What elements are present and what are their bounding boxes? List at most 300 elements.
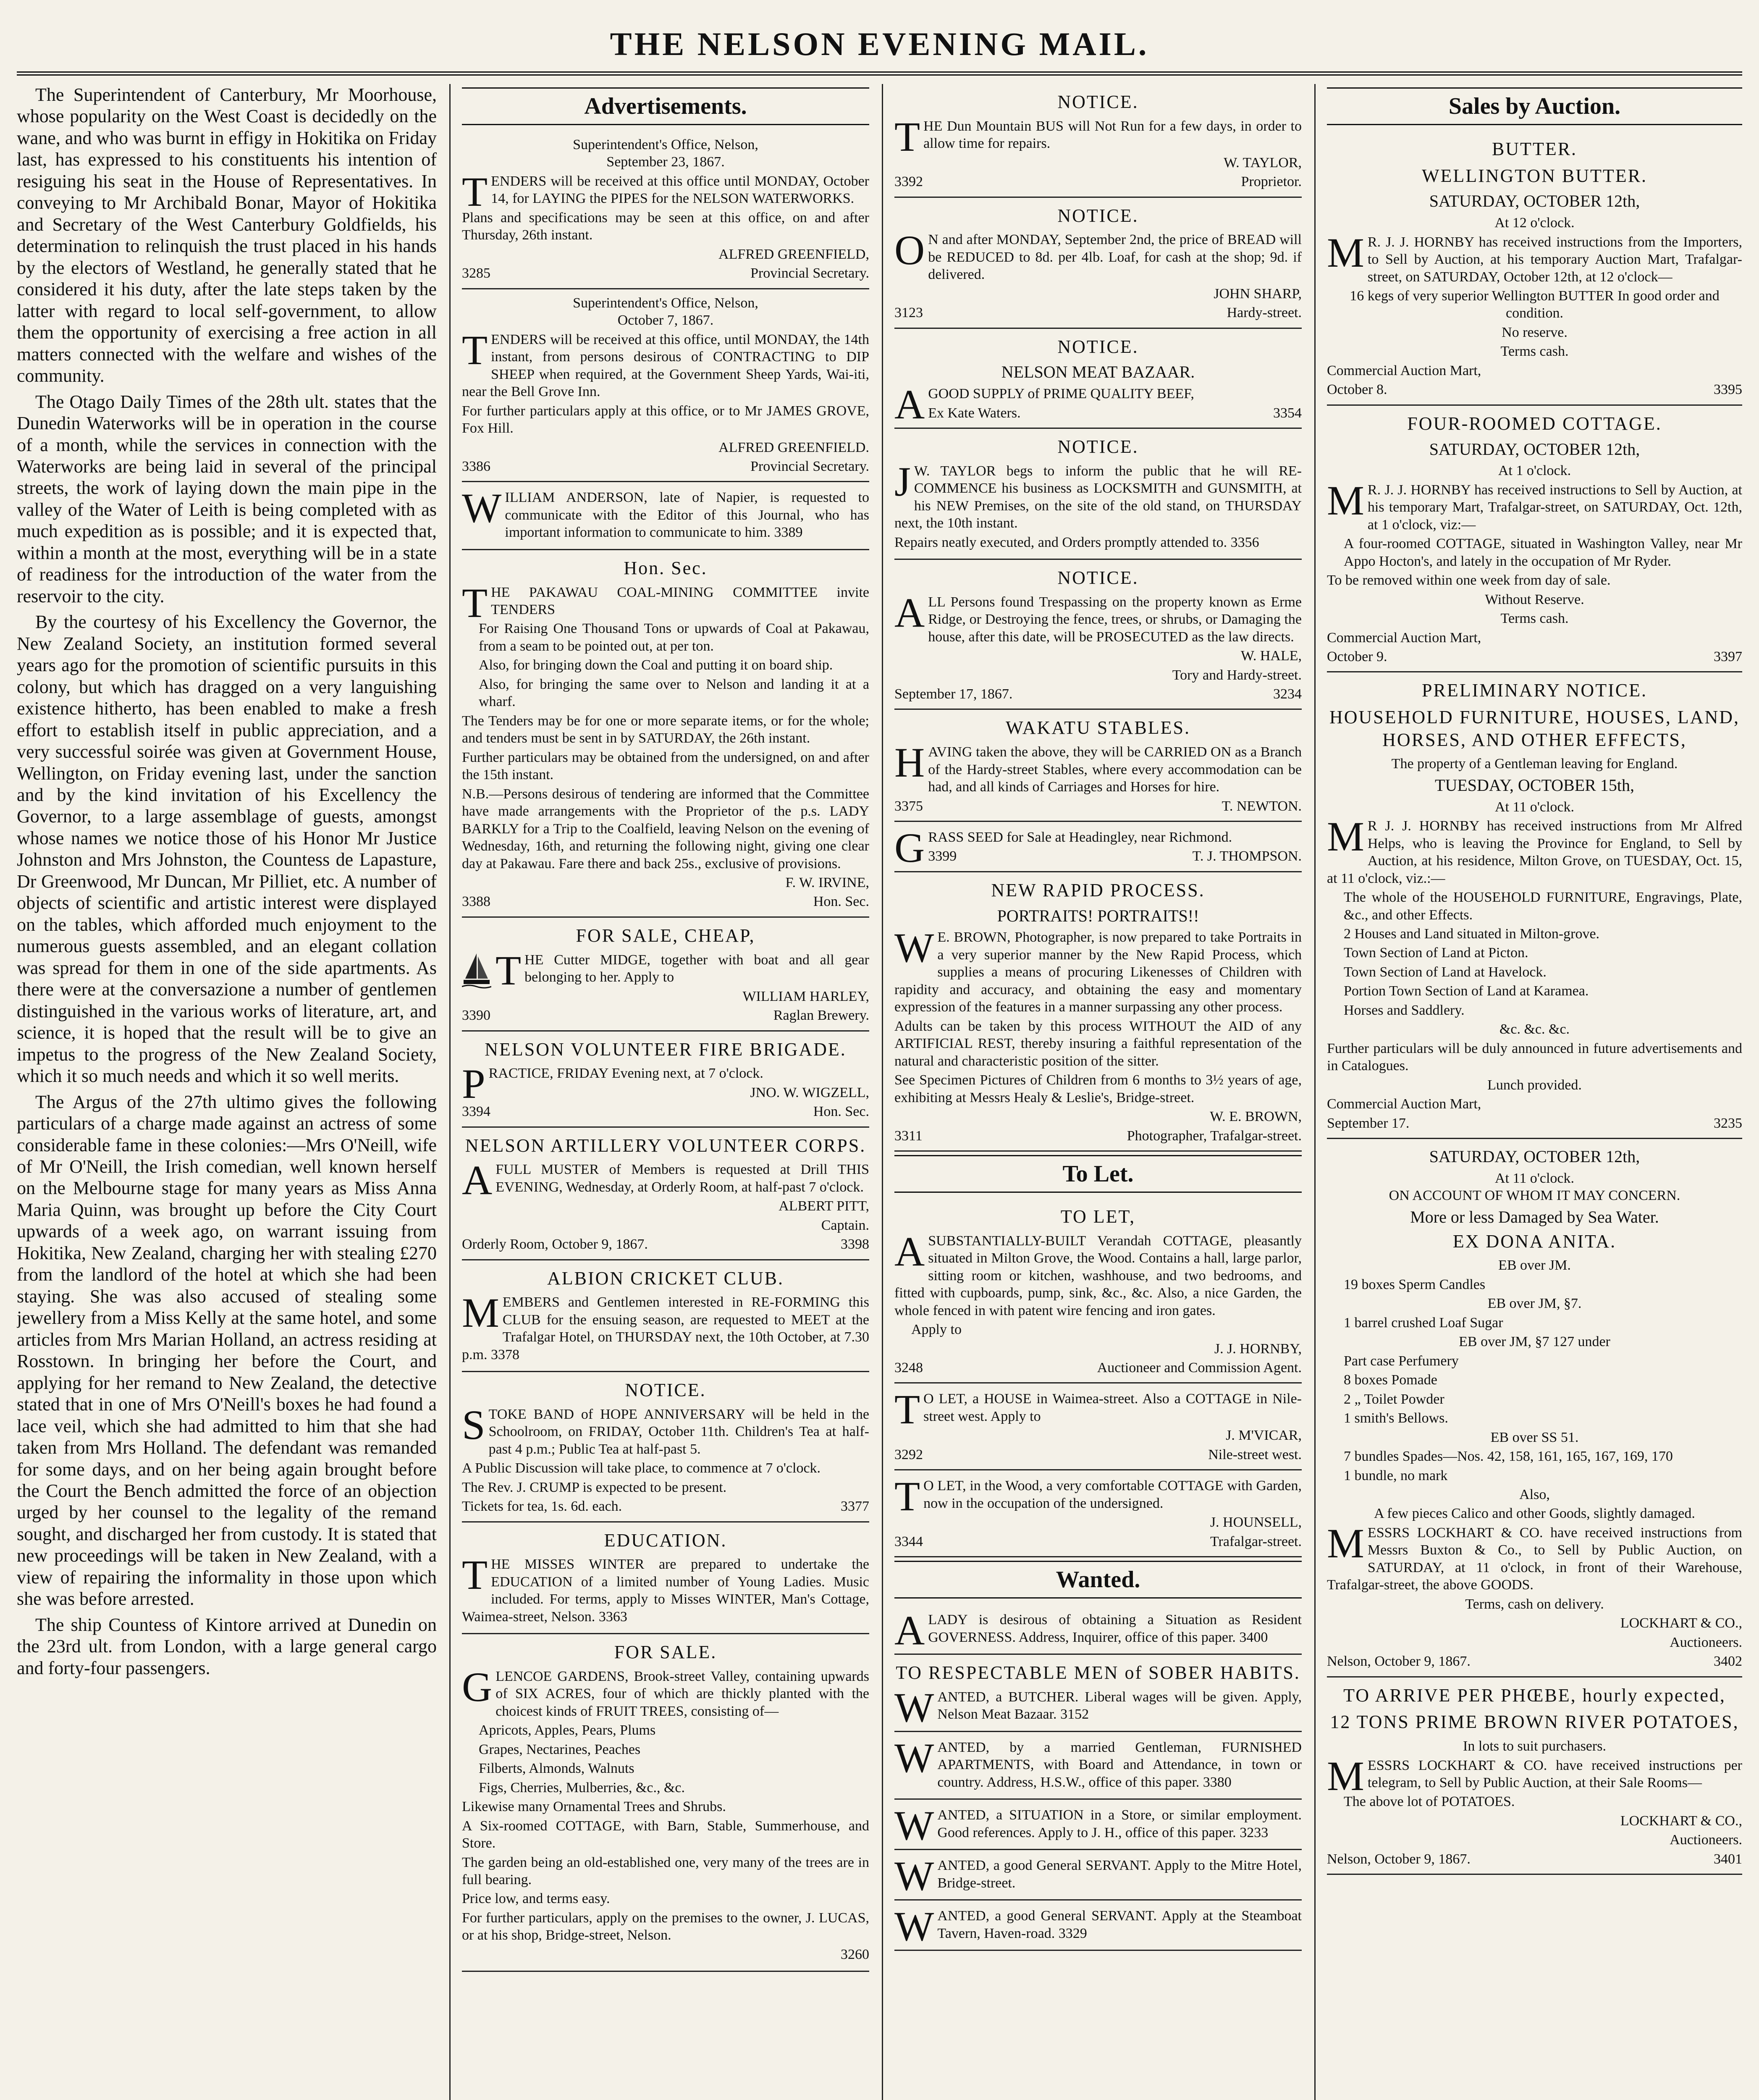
ad-body-text: TOKE BAND of HOPE ANNIVERSARY will be held in the Schoolroom, on FRIDAY, October 11th. Children's Tea at half-past 4 p.m.; Public Tea at half-past 5. xyxy=(488,1406,869,1457)
ad-ref-number: 3392 xyxy=(894,174,923,190)
ad-body-text: ANTED, a good General SERVANT. Apply to the Mitre Hotel, Bridge-street. xyxy=(937,1858,1302,1891)
drop-cap: T xyxy=(894,1386,920,1433)
masthead-rule xyxy=(17,71,1742,76)
ad-title: BUTTER. xyxy=(1492,139,1578,159)
column-divider xyxy=(449,84,451,2100)
ad-signature: J. J. HORNBY, xyxy=(1214,1341,1302,1357)
ad-body-text: ENDERS will be received at this office until MONDAY, October 14, for LAYING the PIPES for the NELSON WATERWORKS. xyxy=(491,173,869,207)
drop-cap: W xyxy=(894,1903,934,1950)
ad-ref-number: 3248 xyxy=(894,1360,923,1376)
ad-body xyxy=(894,458,1302,532)
editorial-paragraph: The ship Countess of Kintore arrived at Dunedin on the 23rd ult. from London, with a large general cargo and forty-four passengers. xyxy=(17,1614,437,1678)
section-header: Advertisements. xyxy=(462,87,869,125)
ad-signature: ALFRED GREENFIELD, xyxy=(718,246,869,262)
ad-ref-number: 3380 xyxy=(1203,1774,1232,1790)
ad-body xyxy=(894,1473,1302,1520)
ad-ref-number: 3402 xyxy=(1714,1654,1742,1670)
ad-date: October 7, 1867. xyxy=(617,312,714,328)
ad-signature: ALBERT PITT, xyxy=(779,1198,869,1214)
ad-item: 1 smith's Bellows. xyxy=(1344,1410,1448,1426)
drop-cap: P xyxy=(462,1060,485,1108)
ad-body xyxy=(894,924,1302,1016)
ad-ref-number: 3395 xyxy=(1714,382,1742,398)
ad-place: Raglan Brewery. xyxy=(773,1008,869,1024)
drop-cap: G xyxy=(462,1663,493,1710)
ad-date: September 17, 1867. xyxy=(894,686,1013,702)
ad-body-text: LL Persons found Trespassing on the property known as Erme Ridge, or Destroying the fence, trees, or shrubs, or Damaging the house, after this date, will be PROSECUTED as the law directs. xyxy=(928,594,1302,645)
ad-ref-number: 3233 xyxy=(1240,1824,1269,1840)
ad-body xyxy=(894,739,1302,795)
ad-body-text: LADY is desirous of obtaining a Situation as Resident GOVERNESS. Address, Inquirer, office of this paper. xyxy=(928,1612,1302,1645)
ad-ref-number: 3311 xyxy=(894,1128,923,1144)
ad-body-text: ANTED, by a married Gentleman, FURNISHED APARTMENTS, with Board and Attendance, in town or country. Address, H.S.W., office of this paper. xyxy=(937,1739,1302,1790)
editorial-paragraph: The Otago Daily Times of the 28th ult. states that the Dunedin Waterworks will be in operation in the course of a month, while the services in connection with the Waterworks are being laid in several of the principal streets, the work of laying down the main pipe in the valley of the Water of Leith is being completed with as much expedition as is possible; and it is expected that, within a month at the most, everything will be in a state of readiness for the introduction of the water from the reservoir to the city. xyxy=(17,391,437,606)
ad-body-text: HE Cutter MIDGE, together with boat and all gear belonging to her. Apply to xyxy=(524,952,869,985)
ad-footer xyxy=(1327,1851,1742,1868)
drop-cap: A xyxy=(894,1228,925,1275)
ad-signatory-title: Provincial Secretary. xyxy=(750,458,869,474)
ad-item: Horses and Saddlery. xyxy=(1344,1002,1465,1018)
ad-ref-number: 3329 xyxy=(1058,1925,1087,1941)
ad-body xyxy=(462,1401,869,1458)
ad-ref-number: 3235 xyxy=(1714,1115,1742,1131)
ad-subtitle: NELSON MEAT BAZAAR. xyxy=(1001,362,1195,382)
ad-footer xyxy=(894,1446,1302,1463)
ad-place: Commercial Auction Mart, xyxy=(1327,1096,1481,1112)
ad-place: Hardy-street. xyxy=(1227,305,1302,321)
ad-body-text: ENDERS will be received at this office, until MONDAY, the 14th instant, from persons desirous of CONTRACTING to DIP SHEEP when required, at the Government Sheep Yards, Wai-iti, near the Bell Grove Inn. xyxy=(462,331,869,400)
column-divider xyxy=(1314,84,1316,2100)
ad-body-text: ESSRS LOCKHART & CO. have received instructions from Messrs Buxton & Co., to Sell by Public Auction, on SATURDAY, at 11 o'clock, in front of their Warehouse, Trafalgar-street, the above GOODS. xyxy=(1327,1525,1742,1593)
ad-line: For Raising One Thousand Tons or upwards of Coal at Pakawau, from a seam to be pointed out, at per ton. xyxy=(479,621,869,654)
ad-line: Lunch provided. xyxy=(1487,1077,1582,1093)
ad-bread-notice xyxy=(894,198,1302,329)
ad-ref-number: 3363 xyxy=(598,1609,627,1625)
ad-body-text: GOOD SUPPLY of PRIME QUALITY BEEF, xyxy=(928,386,1194,402)
ad-line: No reserve. xyxy=(1502,324,1568,340)
ad-line: The Tenders may be for one or more separate items, or for the whole; and tenders must be sent in by SATURDAY, the 26th instant. xyxy=(462,713,869,746)
ad-ref-number: 3388 xyxy=(462,894,490,910)
ad-item: EB over JM. xyxy=(1498,1257,1571,1273)
ad-tenders-sheep xyxy=(462,289,869,483)
ad-title: NEW RAPID PROCESS. xyxy=(991,879,1205,900)
ad-body-text: O LET, in the Wood, a very comfortable COTTAGE with Garden, now in the occupation of the undersigned. xyxy=(923,1478,1302,1511)
ad-line: Terms cash. xyxy=(1500,344,1569,360)
auctions-column xyxy=(1327,84,1742,2100)
ad-title: FOUR-ROOMED COTTAGE. xyxy=(1407,413,1662,434)
ad-signatory-title: Provincial Secretary. xyxy=(750,265,869,281)
ad-line: See Specimen Pictures of Children from 6 months to 3½ years of age, exhibiting at Messrs Healy & Leslie's, Bridge-street. xyxy=(894,1072,1302,1105)
ad-body-text: EMBERS and Gentlemen interested in RE-FORMING this CLUB for the ensuing season, are requested to MEET at the Trafalgar Hotel, on THURSDAY next, the 10th October, at 7.30 p.m. xyxy=(462,1294,869,1362)
ad-body xyxy=(894,1802,1302,1849)
ad-to-let-cottage xyxy=(894,1199,1302,1383)
drop-cap: A xyxy=(894,589,925,636)
ad-subtitle: PORTRAITS! PORTRAITS!! xyxy=(997,906,1199,925)
ad-ref-number: 3152 xyxy=(1060,1706,1089,1722)
drop-cap: M xyxy=(462,1289,499,1336)
ad-date: Orderly Room, October 9, 1867. xyxy=(462,1236,648,1252)
ad-ref-number: 3260 xyxy=(841,1946,869,1962)
ad-signature: F. W. IRVINE, xyxy=(785,875,869,891)
ad-line: In lots to suit purchasers. xyxy=(1463,1738,1606,1754)
ad-footer xyxy=(894,1127,1302,1144)
ad-title: NOTICE. xyxy=(1057,205,1139,226)
ad-body xyxy=(1327,813,1742,887)
ad-artillery xyxy=(462,1128,869,1260)
drop-cap: W xyxy=(894,1684,934,1731)
ad-body-text: HE Dun Mountain BUS will Not Run for a few days, in order to allow time for repairs. xyxy=(923,118,1302,152)
drop-cap: T xyxy=(462,579,488,626)
ad-ref-number: 3378 xyxy=(490,1347,519,1362)
ad-place: Trafalgar-street. xyxy=(1210,1533,1302,1549)
drop-cap: W xyxy=(894,1802,934,1849)
ad-signature: J. M'VICAR, xyxy=(1226,1428,1302,1444)
ad-ref-number: 3285 xyxy=(462,265,490,281)
ad-wakatu-stables xyxy=(894,710,1302,822)
ad-signature: W. HALE, xyxy=(1240,648,1302,664)
ad-body-text: RASS SEED for Sale at Headingley, near Richmond. xyxy=(928,830,1232,845)
advertisements-column xyxy=(462,84,869,2100)
ad-body xyxy=(1327,1752,1742,1799)
ad-line: Further particulars will be duly announced in future advertisements and in Catalogues. xyxy=(1327,1040,1742,1074)
ad-line: Tickets for tea, 1s. 6d. each. xyxy=(462,1499,622,1515)
ad-photographer xyxy=(894,872,1302,1152)
ad-auction-cottage xyxy=(1327,406,1742,673)
drop-cap: M xyxy=(1327,813,1364,860)
ad-title: FOR SALE, CHEAP, xyxy=(576,925,755,946)
ad-item: Town Section of Land at Havelock. xyxy=(1344,964,1547,980)
drop-cap: T xyxy=(894,113,920,160)
ad-signature: ALFRED GREENFIELD. xyxy=(718,439,869,455)
ad-body xyxy=(462,1157,869,1204)
notices-column xyxy=(894,84,1302,2100)
ad-body-text: ESSRS LOCKHART & CO. have received instructions per telegram, to Sell by Public Auction, at their Sale Rooms— xyxy=(1367,1757,1742,1790)
ad-body xyxy=(462,1551,869,1625)
ad-ref-number: 3356 xyxy=(1230,534,1259,550)
ad-signature: JNO. W. WIGZELL, xyxy=(750,1084,869,1100)
ad-footer xyxy=(894,173,1302,190)
ad-footer xyxy=(1327,648,1742,665)
drop-cap: T xyxy=(462,1551,488,1599)
ad-title: NOTICE. xyxy=(1057,336,1139,357)
ad-grass-seed xyxy=(894,822,1302,872)
ad-band-of-hope xyxy=(462,1372,869,1522)
ad-body-text: ANTED, a BUTCHER. Liberal wages will be given. Apply, Nelson Meat Bazaar. xyxy=(937,1689,1302,1722)
ad-title: PRELIMINARY NOTICE. xyxy=(1422,680,1647,701)
ad-place: Photographer, Trafalgar-street. xyxy=(1127,1128,1302,1144)
ad-title: Hon. Sec. xyxy=(624,557,708,578)
ad-time: At 1 o'clock. xyxy=(1498,463,1571,479)
ad-footer xyxy=(462,1498,869,1515)
editorial-paragraph: The Superintendent of Canterbury, Mr Moorhouse, whose popularity on the West Coast is decidedly on the wane, and who was burnt in effigy in Hokitika on Friday last, has expressed to his constituents his intention of resiguing his seat in the House of Representatives. In conveying to Mr Archibald Bonar, Mayor of Hokitika and Secretary of the West Canterbury Goldfields, his determination to relinquish the trust placed in his hands by the electors of Westland, he generally stated that he considered it his duty, after the late steps taken by the latter with regard to local self-government, to allow them the opportunity of exercising a free action in all matters connected with the welfare and wishes of the community. xyxy=(17,84,437,386)
ad-ref-number: 3354 xyxy=(1273,405,1302,421)
ad-place: Tory and Hardy-street. xyxy=(1172,667,1302,683)
ad-office: Superintendent's Office, Nelson, xyxy=(573,295,758,311)
ad-body xyxy=(462,168,869,215)
drop-cap: O xyxy=(894,227,925,274)
ad-cutter-sale xyxy=(462,918,869,1032)
ad-footer xyxy=(894,685,1302,703)
ad-gunsmith xyxy=(894,429,1302,560)
ad-title: TO ARRIVE PER PHŒBE, hourly expected, xyxy=(1343,1685,1726,1706)
ad-body-text: ANTED, a good General SERVANT. Apply at the Steamboat Tavern, Haven-road. xyxy=(937,1908,1302,1941)
ad-body xyxy=(1327,1520,1742,1594)
drop-cap: A xyxy=(894,381,925,428)
ad-body-text: HE PAKAWAU COAL-MINING COMMITTEE invite TENDERS xyxy=(491,584,869,617)
section-header: Wanted. xyxy=(894,1561,1302,1599)
masthead: THE NELSON EVENING MAIL. xyxy=(610,26,1149,62)
drop-cap: M xyxy=(1327,1520,1364,1567)
ad-title: FOR SALE. xyxy=(614,1642,717,1663)
ad-line: Ex Kate Waters. xyxy=(928,405,1021,421)
ad-body-text: N and after MONDAY, September 2nd, the price of BREAD will be REDUCED to 8d. per 4lb. Loaf, for cash at the shop; 9d. if delivered. xyxy=(928,232,1302,283)
ad-line: For further particulars, apply on the premises to the owner, J. LUCAS, or at his shop, Bridge-street, Nelson. xyxy=(462,1910,869,1943)
ad-body-text: R. J. J. HORNBY has received instructions from the Importers, to Sell by Auction, at his temporary Auction Mart, Trafalgar-street, on SATURDAY, October 12th, at 12 o'clock— xyxy=(1367,234,1742,285)
ad-ref-number: 3389 xyxy=(774,525,803,541)
ad-ref-number: 3397 xyxy=(1714,648,1742,664)
ad-anderson xyxy=(462,482,869,550)
drop-cap: W xyxy=(462,485,502,532)
editorial-column xyxy=(17,84,437,2100)
ad-line: The garden being an old-established one, very many of the trees are in full bearing. xyxy=(462,1854,869,1887)
ad-body xyxy=(894,589,1302,646)
ad-subtitle: HOUSEHOLD FURNITURE, HOUSES, LAND, HORSES, AND OTHER EFFECTS, xyxy=(1329,707,1740,750)
ad-body xyxy=(462,1289,869,1363)
drop-cap: A xyxy=(462,1157,493,1204)
ad-office: Superintendent's Office, Nelson, xyxy=(573,137,758,152)
ad-rank: Captain. xyxy=(821,1217,869,1233)
ad-item: 2 „ Toilet Powder xyxy=(1344,1391,1444,1407)
ad-date: Nelson, October 9, 1867. xyxy=(1327,1851,1471,1867)
section-header: To Let. xyxy=(894,1155,1302,1193)
drop-cap: M xyxy=(1327,229,1364,276)
ad-signature: W. TAYLOR, xyxy=(1224,155,1302,171)
ad-body xyxy=(462,485,869,541)
ad-title: NELSON ARTILLERY VOLUNTEER CORPS. xyxy=(465,1135,866,1156)
ad-title: ALBION CRICKET CLUB. xyxy=(547,1268,784,1289)
ad-ref-number: 3390 xyxy=(462,1008,490,1024)
sailboat-icon xyxy=(462,951,491,989)
ad-ref-number: 3400 xyxy=(1239,1629,1268,1645)
drop-cap: T xyxy=(894,1473,920,1520)
ad-line: Price low, and terms easy. xyxy=(462,1891,610,1907)
ad-body-text: ILLIAM ANDERSON, late of Napier, is requested to communicate with the Editor of this Journal, who has important information to communicate to him. xyxy=(505,490,869,541)
column-divider xyxy=(882,84,883,2100)
ad-item: Figs, Cherries, Mulberries, &c., &c. xyxy=(479,1780,685,1796)
ad-footer xyxy=(1327,1653,1742,1670)
ad-item: Town Section of Land at Picton. xyxy=(1344,945,1528,961)
ad-signature: J. HOUNSELL, xyxy=(1210,1515,1302,1530)
ad-item: 8 boxes Pomade xyxy=(1344,1372,1437,1388)
ad-auction-potatoes xyxy=(1327,1677,1742,1875)
ad-item: 19 boxes Sperm Candles xyxy=(1344,1276,1486,1292)
ad-title: NOTICE. xyxy=(1057,567,1139,588)
ad-item: Grapes, Nectarines, Peaches xyxy=(479,1741,641,1757)
ad-body-text: R J. J. HORNBY has received instructions from Mr Alfred Helps, who is leaving the Province for England, to Sell by Auction, at his residence, Milton Grove, on TUESDAY, Oct. 15, at 11 o'clock, viz.:— xyxy=(1327,818,1742,886)
ad-body xyxy=(462,579,869,626)
ad-subtitle: WELLINGTON BUTTER. xyxy=(1421,165,1648,186)
ad-body xyxy=(1327,229,1742,286)
ad-footer xyxy=(894,1359,1302,1376)
ad-wanted-butcher xyxy=(894,1655,1302,1732)
ad-glencoe-gardens xyxy=(462,1634,869,1972)
ad-ref-number: 3401 xyxy=(1714,1851,1742,1867)
ad-date: September 23, 1867. xyxy=(606,154,725,170)
ad-ref-number: 3399 xyxy=(928,848,957,864)
ad-item: 1 barrel crushed Loaf Sugar xyxy=(1344,1315,1503,1331)
drop-cap: M xyxy=(1327,1752,1364,1799)
ad-title: EDUCATION. xyxy=(604,1530,727,1551)
ad-title: TO RESPECTABLE MEN of SOBER HABITS. xyxy=(896,1662,1300,1683)
ad-title: WAKATU STABLES. xyxy=(1006,717,1190,738)
ad-footer xyxy=(462,893,869,910)
drop-cap: J xyxy=(894,458,911,505)
ad-line: N.B.—Persons desirous of tendering are informed that the Committee have made arrangements with the Proprietor of the p.s. LADY BARKLY for a Trip to the Coalfield, leaving Nelson on the evening of Wednesday, 16th, and returning the following night, giving one clear day at Pakawau. Fare there and back 25s., exclusive of provisions. xyxy=(462,786,869,872)
ad-signatory-title: Hon. Sec. xyxy=(813,1104,869,1120)
ad-line: The property of a Gentleman leaving for England. xyxy=(1391,756,1678,772)
ad-item: Apricots, Apples, Pears, Plums xyxy=(479,1722,656,1738)
drop-cap: S xyxy=(462,1401,485,1448)
ad-line xyxy=(894,534,1302,551)
drop-cap: A xyxy=(894,1607,925,1654)
ad-signature: JOHN SHARP, xyxy=(1214,286,1302,302)
ad-auction-preliminary xyxy=(1327,672,1742,1139)
ad-fire-brigade xyxy=(462,1032,869,1128)
drop-cap: H xyxy=(894,739,925,786)
ad-date: October 9. xyxy=(1327,648,1387,664)
ad-place: Commercial Auction Mart, xyxy=(1327,362,1481,378)
ad-footer xyxy=(928,848,1302,865)
ad-body-text: FULL MUSTER of Members is requested at Drill THIS EVENING, Wednesday, at Orderly Room, at half-past 7 o'clock. xyxy=(495,1162,869,1195)
ad-footer xyxy=(1327,1115,1742,1132)
ad-subtitle: More or less Damaged by Sea Water. xyxy=(1410,1207,1659,1226)
ad-body-text: W. TAYLOR begs to inform the public that he will RE-COMMENCE his business as LOCKSMITH and GUNSMITH, at his NEW Premises, on the site of the old stand, on THURSDAY next, the 10th instant. xyxy=(894,463,1302,531)
ad-line: Also, for bringing the same over to Nelson and landing it at a wharf. xyxy=(479,676,869,710)
ad-body xyxy=(462,1663,869,1720)
ad-education xyxy=(462,1522,869,1635)
ad-body xyxy=(894,113,1302,160)
ad-date: SATURDAY, OCTOBER 12th, xyxy=(1429,1147,1640,1166)
ad-line: A four-roomed COTTAGE, situated in Washington Valley, near Mr Appo Hocton's, and lately in the occupation of Mr Ryder. xyxy=(1344,536,1742,569)
ad-signature: LOCKHART & CO., xyxy=(1620,1813,1742,1829)
ad-body xyxy=(894,1684,1302,1731)
ad-body-text: SUBSTANTIALLY-BUILT Verandah COTTAGE, pleasantly situated in Milton Grove, the Wood. Contains a hall, large parlor, sitting room or kitchen, washhouse, and two bedrooms, and fitted with cupboards, pump, sink, &c., &c. Also, a nice Garden, the whole fenced in with patent wire fencing and iron gates. xyxy=(894,1233,1302,1318)
ad-body-text: O LET, a HOUSE in Waimea-street. Also a COTTAGE in Nile-street west. Apply to xyxy=(923,1391,1302,1424)
ad-item: 7 bundles Spades—Nos. 42, 158, 161, 165, 167, 169, 170 xyxy=(1344,1449,1673,1465)
ad-date: Nelson, October 9, 1867. xyxy=(1327,1654,1471,1670)
ad-line: Also, for bringing down the Coal and putting it on board ship. xyxy=(479,657,833,673)
ad-body xyxy=(894,1386,1302,1433)
ad-body xyxy=(894,1228,1302,1319)
ad-item: Portion Town Section of Land at Karamea. xyxy=(1344,983,1589,999)
ad-line: A Six-roomed COTTAGE, with Barn, Stable, Summerhouse, and Store. xyxy=(462,1818,869,1851)
ad-line: The above lot of POTATOES. xyxy=(1344,1794,1515,1810)
ad-footer xyxy=(894,304,1302,321)
ad-signatory-title: Auctioneers. xyxy=(1670,1634,1742,1650)
ad-ref-number: 3292 xyxy=(894,1446,923,1462)
ad-item: EB over JM, §7. xyxy=(1487,1296,1582,1312)
ad-body-text: RACTICE, FRIDAY Evening next, at 7 o'clock. xyxy=(488,1066,763,1082)
ad-footer xyxy=(462,458,869,475)
ad-time: At 11 o'clock. xyxy=(1495,1170,1574,1186)
ad-to-let-house xyxy=(894,1383,1302,1470)
ad-line: Without Reserve. xyxy=(1485,591,1584,607)
ad-body xyxy=(894,1607,1302,1654)
ad-title: NOTICE. xyxy=(625,1380,706,1401)
ad-wanted-servant-steamboat xyxy=(894,1900,1302,1951)
ad-title: EX DONA ANITA. xyxy=(1452,1231,1617,1252)
ad-wanted-governess xyxy=(894,1604,1302,1655)
ad-meat-bazaar xyxy=(894,329,1302,429)
ad-line: Terms, cash on delivery. xyxy=(1465,1596,1604,1612)
ad-footer xyxy=(894,1533,1302,1550)
ad-ref-number: 3344 xyxy=(894,1533,923,1549)
ad-date: SATURDAY, OCTOBER 12th, xyxy=(1429,439,1640,459)
ad-body xyxy=(462,947,869,994)
ad-line: Further particulars may be obtained from the undersigned, on and after the 15th instant. xyxy=(462,749,869,783)
ad-line: Apply to xyxy=(911,1322,962,1338)
ad-signature: T. NEWTON. xyxy=(1222,798,1302,814)
ad-ref-number: 3234 xyxy=(1273,686,1302,702)
ad-time: At 11 o'clock. xyxy=(1495,799,1574,815)
ad-signature: LOCKHART & CO., xyxy=(1620,1615,1742,1631)
ad-pakawau-coal xyxy=(462,550,869,918)
ad-footer xyxy=(462,1236,869,1253)
ad-signature: W. E. BROWN, xyxy=(1210,1109,1302,1125)
ad-footer xyxy=(928,404,1302,422)
ad-body-text: HE MISSES WINTER are prepared to undertake the EDUCATION of a limited number of Young Ladies. Music included. For terms, apply to Misses WINTER, Man's Cottage, Waimea-street, Nelson. xyxy=(462,1557,869,1625)
ad-place: Commercial Auction Mart, xyxy=(1327,630,1481,646)
ad-time: At 12 o'clock. xyxy=(1494,215,1575,231)
drop-cap: W xyxy=(894,1853,934,1900)
ad-trespass xyxy=(894,560,1302,710)
ad-ref-number: 3398 xyxy=(841,1236,869,1252)
ad-body-text: R. J. J. HORNBY has received instructions to Sell by Auction, at his temporary Mart, Trafalgar-street, on SATURDAY, Oct. 12th, at 1 o'clock, viz:— xyxy=(1367,482,1742,533)
ad-wanted-servant-mitre xyxy=(894,1850,1302,1900)
ad-title: NOTICE. xyxy=(1057,92,1139,112)
ad-title: NELSON VOLUNTEER FIRE BRIGADE. xyxy=(485,1039,847,1060)
ad-to-let-wood xyxy=(894,1470,1302,1557)
ad-line: A Public Discussion will take place, to commence at 7 o'clock. xyxy=(462,1460,821,1476)
ad-bus-notice xyxy=(894,84,1302,198)
drop-cap: W xyxy=(894,924,934,971)
ad-body xyxy=(462,326,869,401)
ad-body xyxy=(894,1903,1302,1950)
ad-note: For further particulars apply at this office, or to Mr JAMES GROVE, Fox Hill. xyxy=(462,403,869,436)
ad-footer xyxy=(462,1007,869,1024)
drop-cap: G xyxy=(894,824,925,872)
ad-date: SATURDAY, OCTOBER 12th, xyxy=(1429,192,1640,211)
ad-line: Adults can be taken by this process WITHOUT the AID of any ARTIFICIAL REST, thereby insuring a faithful representation of the natural and characteristic position of the sitter. xyxy=(894,1018,1302,1069)
drop-cap: T xyxy=(462,326,488,373)
ad-date: September 17. xyxy=(1327,1115,1410,1131)
ad-note: Plans and specifications may be seen at this office, on and after Thursday, 26th instant. xyxy=(462,210,869,243)
ad-item: 1 bundle, no mark xyxy=(1344,1467,1448,1483)
ad-ref-number: 3123 xyxy=(894,305,923,321)
editorial-paragraph: By the courtesy of his Excellency the Governor, the New Zealand Society, an institution formed several years ago for the promotion of scientific pursuits in this colony, but which has dragged on a very languishing existence hitherto, has been enabled to make a fresh effort to establish itself in public appreciation, and a very successful soirée was given at Government House, Wellington, on Friday evening last, under the sanction and by the kind invitation of his Excellency the Governor, to a large assemblage of guests, amongst whose names we notice those of his Honor Mr Justice Johnston and Mrs Johnston, the Countess de Lapasture, Dr Greenwood, Mr Duncan, Mr Pilliet, etc. A number of objects of scientific and artistic interest were displayed on the tables, which afforded much enjoyment to the numerous guests assembled, and an elegant collation was spread for them in one of the side apartments. As there were at the conversazione a number of gentlemen distinguished in the various works of literature, art, and science, it is hoped that the result will be to give an impetus to the progress of the New Zealand Society, which it so much needs and which it so well merits. xyxy=(17,612,437,1087)
drop-cap: T xyxy=(495,947,522,994)
ad-footer xyxy=(894,798,1302,815)
ad-body xyxy=(894,227,1302,283)
editorial-paragraph: The Argus of the 27th ultimo gives the following particulars of a charge made against an actress of some considerable fame in these colonies:—Mrs O'Neill, wife of Mr O'Neill, the Irish comedian, well known herself on the Melbourne stage for many years as Miss Anna Maria Quinn, was brought up before the City Court upwards of a week ago, on warrant issuing from Hokitika, New Zealand, charging her with stealing £270 from the landlord of the hotel at which she had been staying. She was also accused of stealing some jewellery from a Miss Kelly at the same hotel, and some articles from Mrs Marian Holland, an actress residing at Rosstown. In bringing her before the Court, and applying for her remand to New Zealand, the detective stated that in one of Mrs O'Neill's boxes he had found a lace veil, which she had admitted to him that she had taken from Mrs Holland. The defendant was remanded for some days, and on her being again brought before the Court the Bench admitted the force of an objection urged by her counsel to the legality of the remand sought, and discharged her from custody. It is stated that new proceedings will be taken in New Zealand, with a view of repairing the informality in those upon which she was before arrested. xyxy=(17,1091,437,1609)
ad-item: The whole of the HOUSEHOLD FURNITURE, Engravings, Plate, &c., and other Effects. xyxy=(1344,890,1742,923)
ad-line: ON ACCOUNT OF WHOM IT MAY CONCERN. xyxy=(1389,1188,1680,1204)
ad-item: EB over SS 51. xyxy=(1490,1429,1579,1445)
ad-line: Terms cash. xyxy=(1500,611,1569,627)
ad-wanted-situation xyxy=(894,1800,1302,1850)
ad-item: EB over JM, §7 127 under xyxy=(1459,1334,1610,1350)
ad-signatory-title: Auctioneers. xyxy=(1670,1832,1742,1848)
